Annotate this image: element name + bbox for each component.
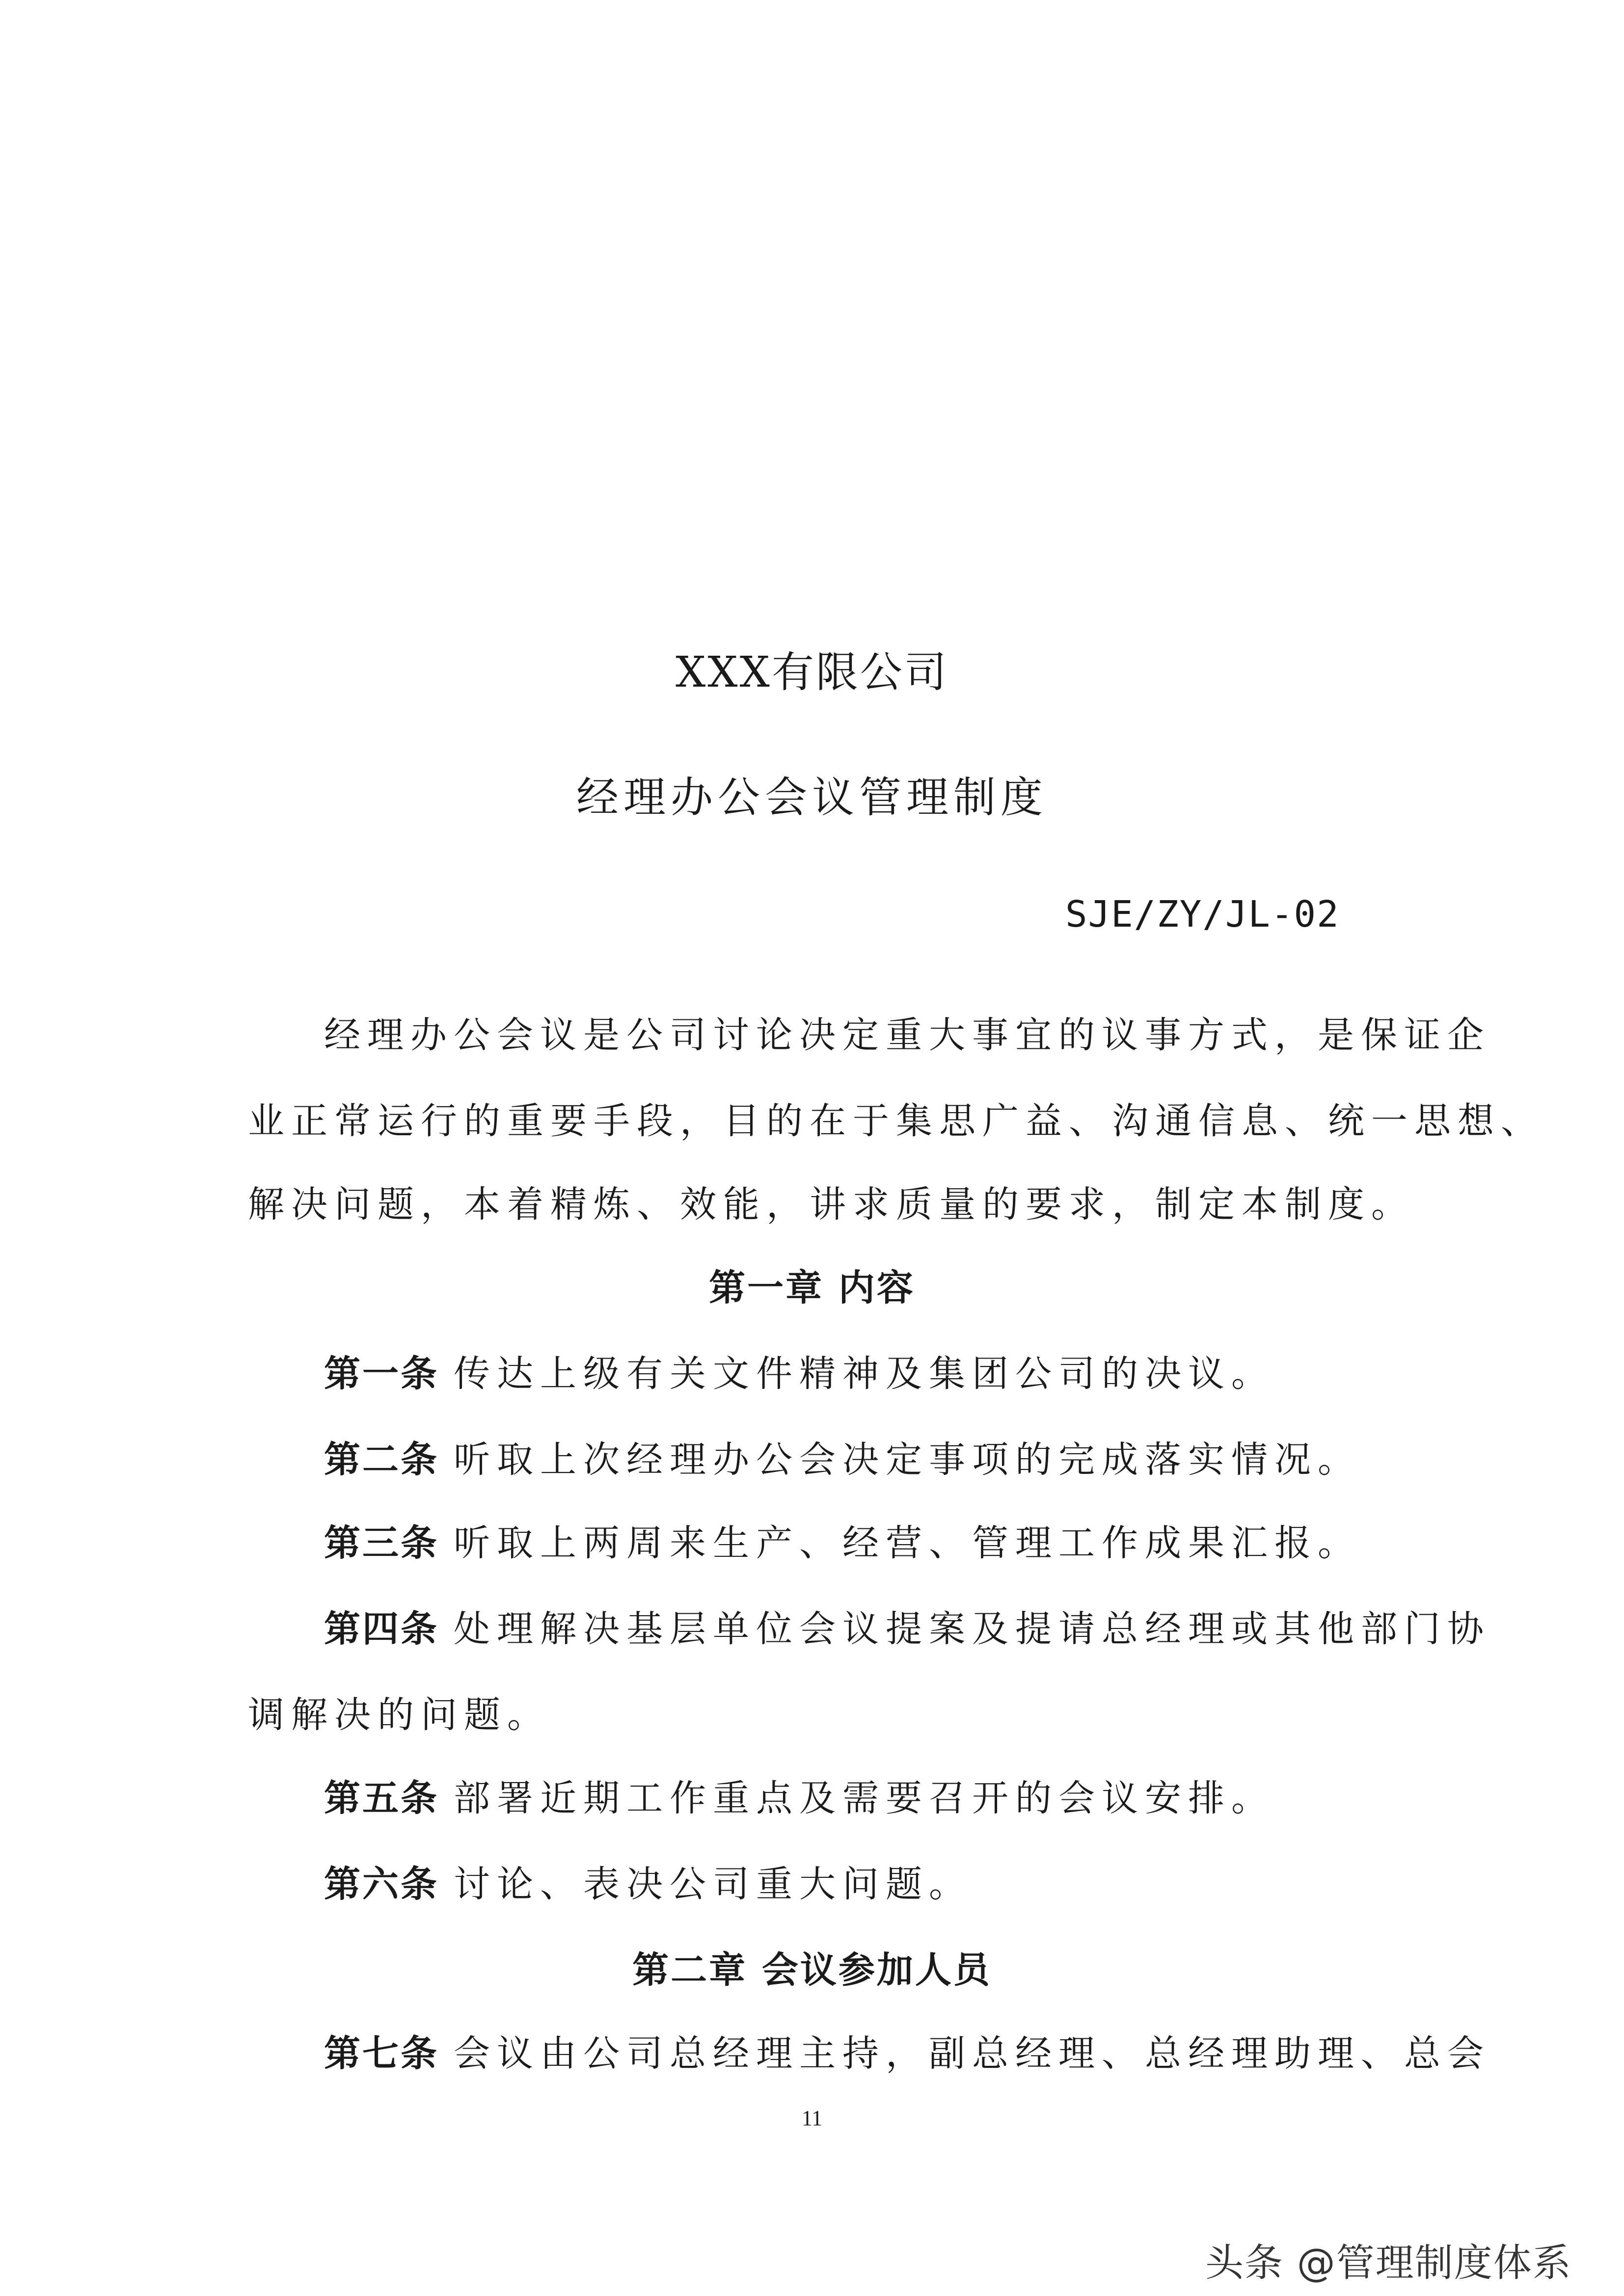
- article-2-label: 第二条: [324, 1439, 439, 1481]
- article-4-continued: 调解决的问题。: [248, 1694, 550, 1736]
- article-6-text: 讨论、表决公司重大问题。: [454, 1863, 972, 1905]
- chapter-1-heading: 第一章 内容: [709, 1267, 915, 1309]
- article-4-label: 第四条: [324, 1608, 439, 1650]
- article-3-text: 听取上两周来生产、经营、管理工作成果汇报。: [454, 1522, 1361, 1564]
- intro-line-1: 经理办公会议是公司讨论决定重大事宜的议事方式，是保证企: [324, 1014, 1490, 1056]
- chapter-2-heading: 第二章 会议参加人员: [632, 1949, 992, 1991]
- article-2-text: 听取上次经理办公会决定事项的完成落实情况。: [454, 1439, 1361, 1481]
- document-title: 经理办公会议管理制度: [576, 773, 1048, 822]
- article-5-text: 部署近期工作重点及需要召开的会议安排。: [454, 1777, 1274, 1819]
- article-4: [324, 1600, 1490, 1652]
- article-1: [324, 1345, 1463, 1397]
- watermark-text: 头条 @管理制度体系: [1205, 2241, 1572, 2285]
- article-1-label: 第一条: [324, 1353, 439, 1395]
- article-4-text: 处理解决基层单位会议提案及提请总经理或其他部门协: [454, 1608, 1490, 1650]
- document-code: SJE/ZY/JL-02: [1065, 893, 1340, 935]
- article-6-label: 第六条: [324, 1863, 439, 1905]
- article-2: [324, 1431, 1463, 1483]
- intro-line-2: 业正常运行的重要手段，目的在于集思广益、沟通信息、统一思想、: [248, 1100, 1544, 1142]
- article-3: [324, 1514, 1463, 1566]
- article-7-text: 会议由公司总经理主持，副总经理、总经理助理、总会: [454, 2032, 1490, 2075]
- article-6: [324, 1855, 1463, 1907]
- article-5-label: 第五条: [324, 1777, 439, 1819]
- company-name: XXX有限公司: [676, 648, 948, 697]
- article-7: [324, 2025, 1490, 2077]
- intro-line-3: 解决问题，本着精炼、效能，讲求质量的要求，制定本制度。: [248, 1183, 1414, 1226]
- article-3-label: 第三条: [324, 1522, 439, 1564]
- article-7-label: 第七条: [324, 2032, 439, 2075]
- article-1-text: 传达上级有关文件精神及集团公司的决议。: [454, 1353, 1274, 1395]
- page-number: 11: [801, 2106, 823, 2130]
- article-5: [324, 1769, 1463, 1821]
